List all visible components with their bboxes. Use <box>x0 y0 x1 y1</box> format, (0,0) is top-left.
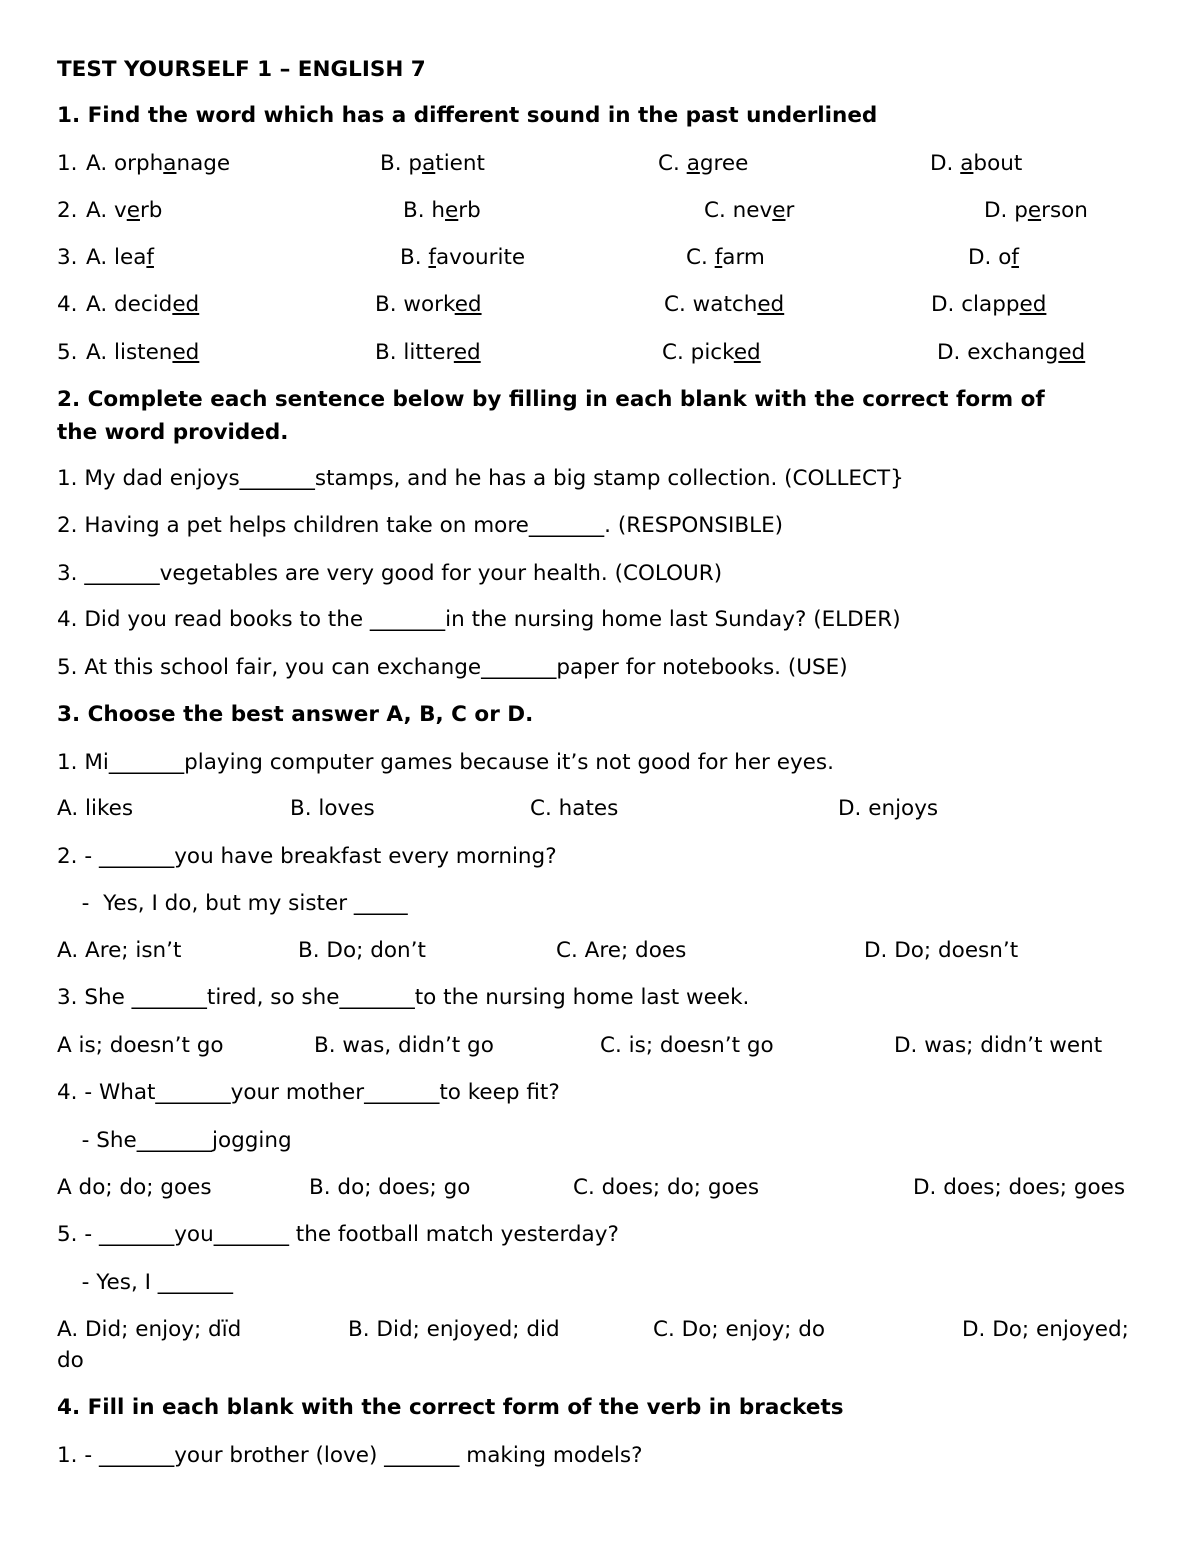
section-1-option-a <box>86 198 162 224</box>
question-3-stem: 3. She _______tired, so she_______to the nursing home last week. <box>57 985 750 1010</box>
option-text: D. exchang <box>937 340 1059 365</box>
question-1-stem: 1. Mi_______playing computer games because it’s not good for her eyes. <box>57 750 834 775</box>
option-text: gree <box>699 151 749 176</box>
q1-option-c: C. hates <box>530 796 619 821</box>
option-text: B. h <box>403 198 446 223</box>
underlined-sound: e <box>126 198 140 223</box>
q3-option-b: B. was, didn’t go <box>314 1033 494 1058</box>
section-1-option-d <box>931 292 1046 318</box>
section-1-option-d <box>984 198 1088 224</box>
section-2-item: 2. Having a pet helps children take on more_______. (RESPONSIBLE) <box>57 513 784 538</box>
q3-option-d: D. was; didn’t went <box>894 1033 1103 1058</box>
option-text: arm <box>722 245 765 270</box>
underlined-sound: a <box>960 151 974 176</box>
option-text: nage <box>176 151 231 176</box>
section-1-option-c <box>704 198 794 224</box>
section-2-item: 5. At this school fair, you can exchange_______paper for notebooks. (USE) <box>57 655 848 680</box>
q1-option-a: A. likes <box>57 796 134 821</box>
q4-option-d: D. does; does; goes <box>913 1175 1126 1200</box>
option-text: A. lea <box>86 245 147 270</box>
question-5-stem: 5. - _______you_______ the football match yesterday? <box>57 1222 619 1247</box>
option-text: D. <box>930 151 961 176</box>
option-text: A. decid <box>86 292 173 317</box>
question-4-stem: 4. - What_______your mother_______to keep fit? <box>57 1080 560 1105</box>
section-2-item: 4. Did you read books to the _______in the nursing home last Sunday? (ELDER) <box>57 607 901 632</box>
section-1-option-c <box>686 245 765 271</box>
question-2-reply: - Yes, I do, but my sister _____ <box>68 891 408 916</box>
underlined-sound: ed <box>172 340 200 365</box>
section-1-option-a <box>86 292 199 318</box>
section-1-option-a <box>86 245 154 271</box>
option-text: avourite <box>436 245 526 270</box>
q3-option-a: A is; doesn’t go <box>57 1033 224 1058</box>
question-5-reply: - Yes, I _______ <box>68 1270 234 1295</box>
underlined-sound: a <box>422 151 436 176</box>
section-1-option-a <box>86 340 199 366</box>
option-text: bout <box>973 151 1023 176</box>
underlined-sound: ed <box>1019 292 1047 317</box>
option-text: B. <box>400 245 429 270</box>
option-text: D. o <box>968 245 1012 270</box>
option-text: rb <box>139 198 163 223</box>
section-2-item: 1. My dad enjoys_______stamps, and he has a big stamp collection. (COLLECT} <box>57 466 904 491</box>
section-1-option-c <box>658 151 748 177</box>
option-text: tient <box>435 151 485 176</box>
section-3-heading: 3. Choose the best answer A, B, C or D. <box>57 702 534 727</box>
option-text: D. clapp <box>931 292 1020 317</box>
underlined-sound: e <box>445 198 459 223</box>
section-2-item: 3. _______vegetables are very good for your health. (COLOUR) <box>57 561 723 586</box>
option-text: r <box>785 198 795 223</box>
section-1-row-number: 4. <box>57 292 78 317</box>
underlined-sound: f <box>714 245 723 270</box>
option-text: A. v <box>86 198 127 223</box>
q1-option-d: D. enjoys <box>838 796 939 821</box>
underlined-sound: f <box>146 245 154 270</box>
option-text: B. litter <box>375 340 454 365</box>
section-4-heading: 4. Fill in each blank with the correct form of the verb in brackets <box>57 1395 844 1420</box>
section-2-heading: 2. Complete each sentence below by filling in each blank with the correct form of <box>57 387 1045 412</box>
section-1-row-number: 1. <box>57 151 78 176</box>
q4-option-b: B. do; does; go <box>309 1175 471 1200</box>
q5-option-b: B. Did; enjoyed; did <box>348 1317 560 1342</box>
section-1-option-b <box>380 151 485 177</box>
option-text: C. <box>658 151 687 176</box>
underlined-sound: a <box>163 151 177 176</box>
q2-option-c: C. Are; does <box>556 938 687 963</box>
option-text: B. work <box>375 292 455 317</box>
section-1-option-c <box>662 340 761 366</box>
section-1-option-c <box>664 292 784 318</box>
q1-option-b: B. loves <box>290 796 375 821</box>
worksheet-title: TEST YOURSELF 1 – ENGLISH 7 <box>57 57 426 82</box>
section-1-row-number: 3. <box>57 245 78 270</box>
section-1-row-number: 5. <box>57 340 78 365</box>
q4-option-a: A do; do; goes <box>57 1175 212 1200</box>
underlined-sound: ed <box>454 292 482 317</box>
section-1-option-b <box>403 198 481 224</box>
underlined-sound: e <box>772 198 786 223</box>
question-4-reply: - She_______jogging <box>68 1128 292 1153</box>
section-1-heading: 1. Find the word which has a different sound in the past underlined <box>57 103 878 128</box>
section-1-option-d <box>968 245 1019 271</box>
section-1-option-b <box>375 292 482 318</box>
option-text: C. nev <box>704 198 773 223</box>
option-text: A. listen <box>86 340 173 365</box>
underlined-sound: e <box>1027 198 1042 223</box>
option-text: C. <box>686 245 715 270</box>
q5-option-d-wrap: do <box>57 1348 84 1373</box>
underlined-sound: f <box>1011 245 1019 270</box>
q3-option-c: C. is; doesn’t go <box>600 1033 774 1058</box>
option-text: C. watch <box>664 292 758 317</box>
q5-option-d: D. Do; enjoyed; <box>962 1317 1129 1342</box>
section-1-row-number: 2. <box>57 198 78 223</box>
section-1-option-b <box>400 245 525 271</box>
question-2-stem: 2. - _______you have breakfast every morning? <box>57 844 557 869</box>
option-text: rb <box>458 198 481 223</box>
underlined-sound: a <box>686 151 700 176</box>
section-1-option-a <box>86 151 230 177</box>
q4-option-c: C. does; do; goes <box>573 1175 760 1200</box>
option-text: D. p <box>984 198 1028 223</box>
underlined-sound: ed <box>172 292 200 317</box>
section-1-option-d <box>937 340 1085 366</box>
q2-option-b: B. Do; don’t <box>298 938 426 963</box>
section-1-option-b <box>375 340 481 366</box>
q5-option-c: C. Do; enjoy; do <box>653 1317 826 1342</box>
section-2-heading-cont: the word provided. <box>57 420 289 445</box>
section-1-option-d <box>930 151 1022 177</box>
underlined-sound: ed <box>733 340 761 365</box>
option-text: A. orph <box>86 151 164 176</box>
option-text: B. p <box>380 151 423 176</box>
underlined-sound: ed <box>453 340 481 365</box>
section-4-item: 1. - _______your brother (love) _______ making models? <box>57 1443 643 1468</box>
underlined-sound: ed <box>1058 340 1086 365</box>
q2-option-d: D. Do; doesn’t <box>864 938 1019 963</box>
q5-option-a: A. Did; enjoy; dïd <box>57 1317 242 1342</box>
option-text: C. pick <box>662 340 734 365</box>
q2-option-a: A. Are; isn’t <box>57 938 182 963</box>
option-text: rson <box>1041 198 1088 223</box>
underlined-sound: f <box>428 245 436 270</box>
underlined-sound: ed <box>757 292 785 317</box>
